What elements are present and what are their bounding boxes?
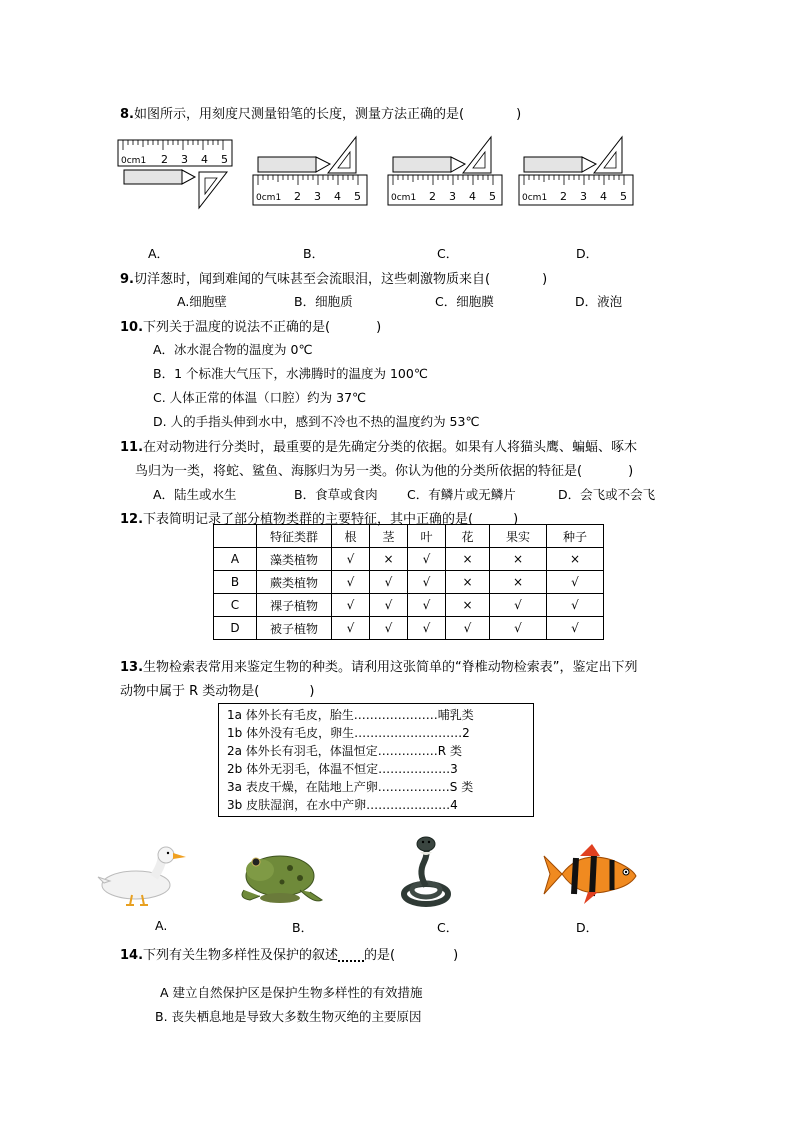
option-a[interactable]: A．: [148, 246, 170, 261]
question-14-stem: [120, 944, 458, 963]
question-text: 下列有关生物多样性及保护的叙述: [143, 948, 339, 963]
table-cell: √: [408, 617, 446, 640]
option-d[interactable]: D. 人的手指头伸到水中，感到不冷也不热的温度约为 53℃: [153, 414, 480, 429]
table-cell: √: [408, 594, 446, 617]
ruler-label-3: 3: [580, 190, 587, 203]
ruler-label-2: 2: [560, 190, 567, 203]
table-cell: √: [332, 571, 370, 594]
question-text: 动物中属于 R 类动物是(: [120, 684, 260, 699]
table-cell: √: [370, 571, 408, 594]
table-cell: √: [446, 617, 490, 640]
table-cell: 裸子植物: [257, 594, 332, 617]
vertebrate-key-box: [218, 703, 534, 817]
table-cell: √: [332, 594, 370, 617]
key-entry: 2a 体外长有羽毛，体温恒定……………R 类: [227, 744, 462, 758]
ruler-label-5: 5: [221, 153, 228, 166]
question-text: 生物检索表常用来鉴定生物的种类。请利用这张简单的“脊椎动物检索表”，鉴定出下列: [143, 660, 638, 675]
ruler-figure-d: [518, 135, 636, 213]
ruler-label-0: 0cm1: [522, 193, 548, 203]
question-11-stem-cont: [135, 460, 633, 479]
option-d[interactable]: D．: [576, 920, 599, 935]
emphasis-blank: [338, 948, 364, 962]
key-entry: 2b 体外无羽毛，体温不恒定………………3: [227, 762, 458, 776]
option-d[interactable]: D．会飞或不会飞: [558, 487, 656, 502]
option-c[interactable]: C．有鳞片或无鳞片: [407, 487, 516, 502]
table-cell: √: [332, 617, 370, 640]
question-text: 在对动物进行分类时，最重要的是先确定分类的依据。如果有人将猫头鹰、蝙蝠、啄木: [143, 440, 638, 455]
table-cell: ×: [490, 548, 547, 571]
table-cell: √: [490, 594, 547, 617]
table-cell: B: [214, 571, 257, 594]
option-a[interactable]: A．冰水混合物的温度为 0℃: [153, 342, 313, 357]
option-b[interactable]: B. 丧失栖息地是导致大多数生物灭绝的主要原因: [155, 1009, 422, 1024]
ruler-label-2: 2: [161, 153, 168, 166]
ruler-label-4: 4: [469, 190, 476, 203]
ruler-figure-a: [117, 138, 235, 213]
question-number: 10.: [120, 320, 144, 335]
table-cell: √: [408, 571, 446, 594]
ruler-label-5: 5: [489, 190, 496, 203]
option-b[interactable]: B．1 个标准大气压下，水沸腾时的温度为 100℃: [153, 366, 428, 381]
table-cell: ×: [490, 571, 547, 594]
question-8-stem: [120, 103, 521, 122]
option-d[interactable]: D．: [576, 246, 599, 261]
option-c[interactable]: C．细胞膜: [435, 294, 494, 309]
question-number: 8.: [120, 107, 134, 122]
duck-icon: [96, 843, 192, 907]
key-entry: 1b 体外没有毛皮，卵生………………………2: [227, 726, 470, 740]
table-header-cell: 茎: [370, 525, 408, 548]
table-row: [214, 571, 604, 594]
question-text: 切洋葱时，闻到难闻的气味甚至会流眼泪，这些刺激物质来自(: [133, 272, 491, 287]
table-cell: √: [547, 594, 604, 617]
table-header-cell: 根: [332, 525, 370, 548]
key-entry: 3b 皮肤湿润，在水中产卵…………………4: [227, 798, 458, 812]
table-cell: 蕨类植物: [257, 571, 332, 594]
question-number: 11.: [120, 440, 144, 455]
table-cell: 被子植物: [257, 617, 332, 640]
table-header-cell: 种子: [547, 525, 604, 548]
table-cell: D: [214, 617, 257, 640]
ruler-label-0: 0cm1: [121, 156, 147, 166]
ruler-label-0: 0cm1: [391, 193, 417, 203]
ruler-label-4: 4: [600, 190, 607, 203]
option-b[interactable]: B．: [292, 920, 314, 935]
question-13-stem: [120, 656, 638, 675]
plant-features-table: [213, 524, 604, 640]
option-b[interactable]: B．: [303, 246, 325, 261]
ruler-label-2: 2: [294, 190, 301, 203]
ruler-label-4: 4: [334, 190, 341, 203]
ruler-label-2: 2: [429, 190, 436, 203]
close-paren: ): [453, 948, 459, 963]
question-text: 下表简明记录了部分植物类群的主要特征，其中正确的是(: [143, 512, 474, 527]
close-paren: ): [376, 320, 382, 335]
table-row: [214, 617, 604, 640]
table-header-cell: 叶: [408, 525, 446, 548]
close-paren: ): [513, 512, 519, 527]
table-cell: ×: [446, 548, 490, 571]
ruler-label-3: 3: [314, 190, 321, 203]
question-text: 的是(: [364, 948, 396, 963]
ruler-figure-b: [252, 135, 370, 213]
ruler-label-3: 3: [181, 153, 188, 166]
option-a[interactable]: A.: [155, 918, 168, 933]
fish-icon: [540, 842, 644, 910]
table-cell: ×: [547, 548, 604, 571]
question-number: 13.: [120, 660, 144, 675]
question-number: 12.: [120, 512, 144, 527]
table-cell: 藻类植物: [257, 548, 332, 571]
close-paren: ): [628, 464, 634, 479]
table-cell: √: [370, 594, 408, 617]
ruler-label-5: 5: [620, 190, 627, 203]
key-entry: 3a 表皮干燥，在陆地上产卵………………S 类: [227, 780, 474, 794]
option-a[interactable]: A．陆生或水生: [153, 487, 237, 502]
option-b[interactable]: B．食草或食肉: [294, 487, 378, 502]
ruler-label-3: 3: [449, 190, 456, 203]
table-row: [214, 594, 604, 617]
table-cell: ×: [446, 571, 490, 594]
question-number: 14.: [120, 948, 144, 963]
table-header-cell: 花: [446, 525, 490, 548]
table-header-row: [214, 525, 604, 548]
question-10-stem: [120, 316, 381, 335]
close-paren: ): [542, 272, 548, 287]
snake-icon: [398, 834, 456, 910]
table-header-cell: [214, 525, 257, 548]
frog-icon: [230, 840, 326, 908]
table-cell: C: [214, 594, 257, 617]
table-header-cell: 特征类群: [257, 525, 332, 548]
question-11-stem: [120, 436, 637, 455]
close-paren: ): [516, 107, 522, 122]
table-cell: ×: [370, 548, 408, 571]
key-entry: 1a 体外长有毛皮，胎生…………………哺乳类: [227, 708, 474, 722]
table-cell: √: [408, 548, 446, 571]
table-cell: ×: [446, 594, 490, 617]
table-header-cell: 果实: [490, 525, 547, 548]
table-cell: A: [214, 548, 257, 571]
option-c[interactable]: C．: [437, 246, 459, 261]
question-number: 9.: [120, 272, 134, 287]
option-c[interactable]: C. 人体正常的体温（口腔）约为 37℃: [153, 390, 367, 405]
option-a[interactable]: A.细胞壁: [177, 294, 227, 309]
ruler-label-0: 0cm1: [256, 193, 282, 203]
ruler-label-4: 4: [201, 153, 208, 166]
question-text: 下列关于温度的说法不正确的是(: [143, 320, 331, 335]
question-9-stem: [120, 268, 547, 287]
table-cell: √: [547, 617, 604, 640]
table-row: [214, 548, 604, 571]
question-text: 如图所示，用刻度尺测量铅笔的长度，测量方法正确的是(: [133, 107, 465, 122]
table-cell: √: [490, 617, 547, 640]
table-cell: √: [370, 617, 408, 640]
ruler-label-5: 5: [354, 190, 361, 203]
question-text: 鸟归为一类，将蛇、鲨鱼、海豚归为另一类。你认为他的分类所依据的特征是(: [135, 464, 583, 479]
option-d[interactable]: D．液泡: [575, 294, 623, 309]
question-13-stem-cont: [120, 680, 314, 699]
option-b[interactable]: B．细胞质: [294, 294, 353, 309]
ruler-figure-c: [387, 135, 505, 213]
close-paren: ): [309, 684, 315, 699]
table-cell: √: [547, 571, 604, 594]
table-cell: √: [332, 548, 370, 571]
option-c[interactable]: C．: [437, 920, 459, 935]
option-a[interactable]: A 建立自然保护区是保护生物多样性的有效措施: [160, 985, 423, 1000]
